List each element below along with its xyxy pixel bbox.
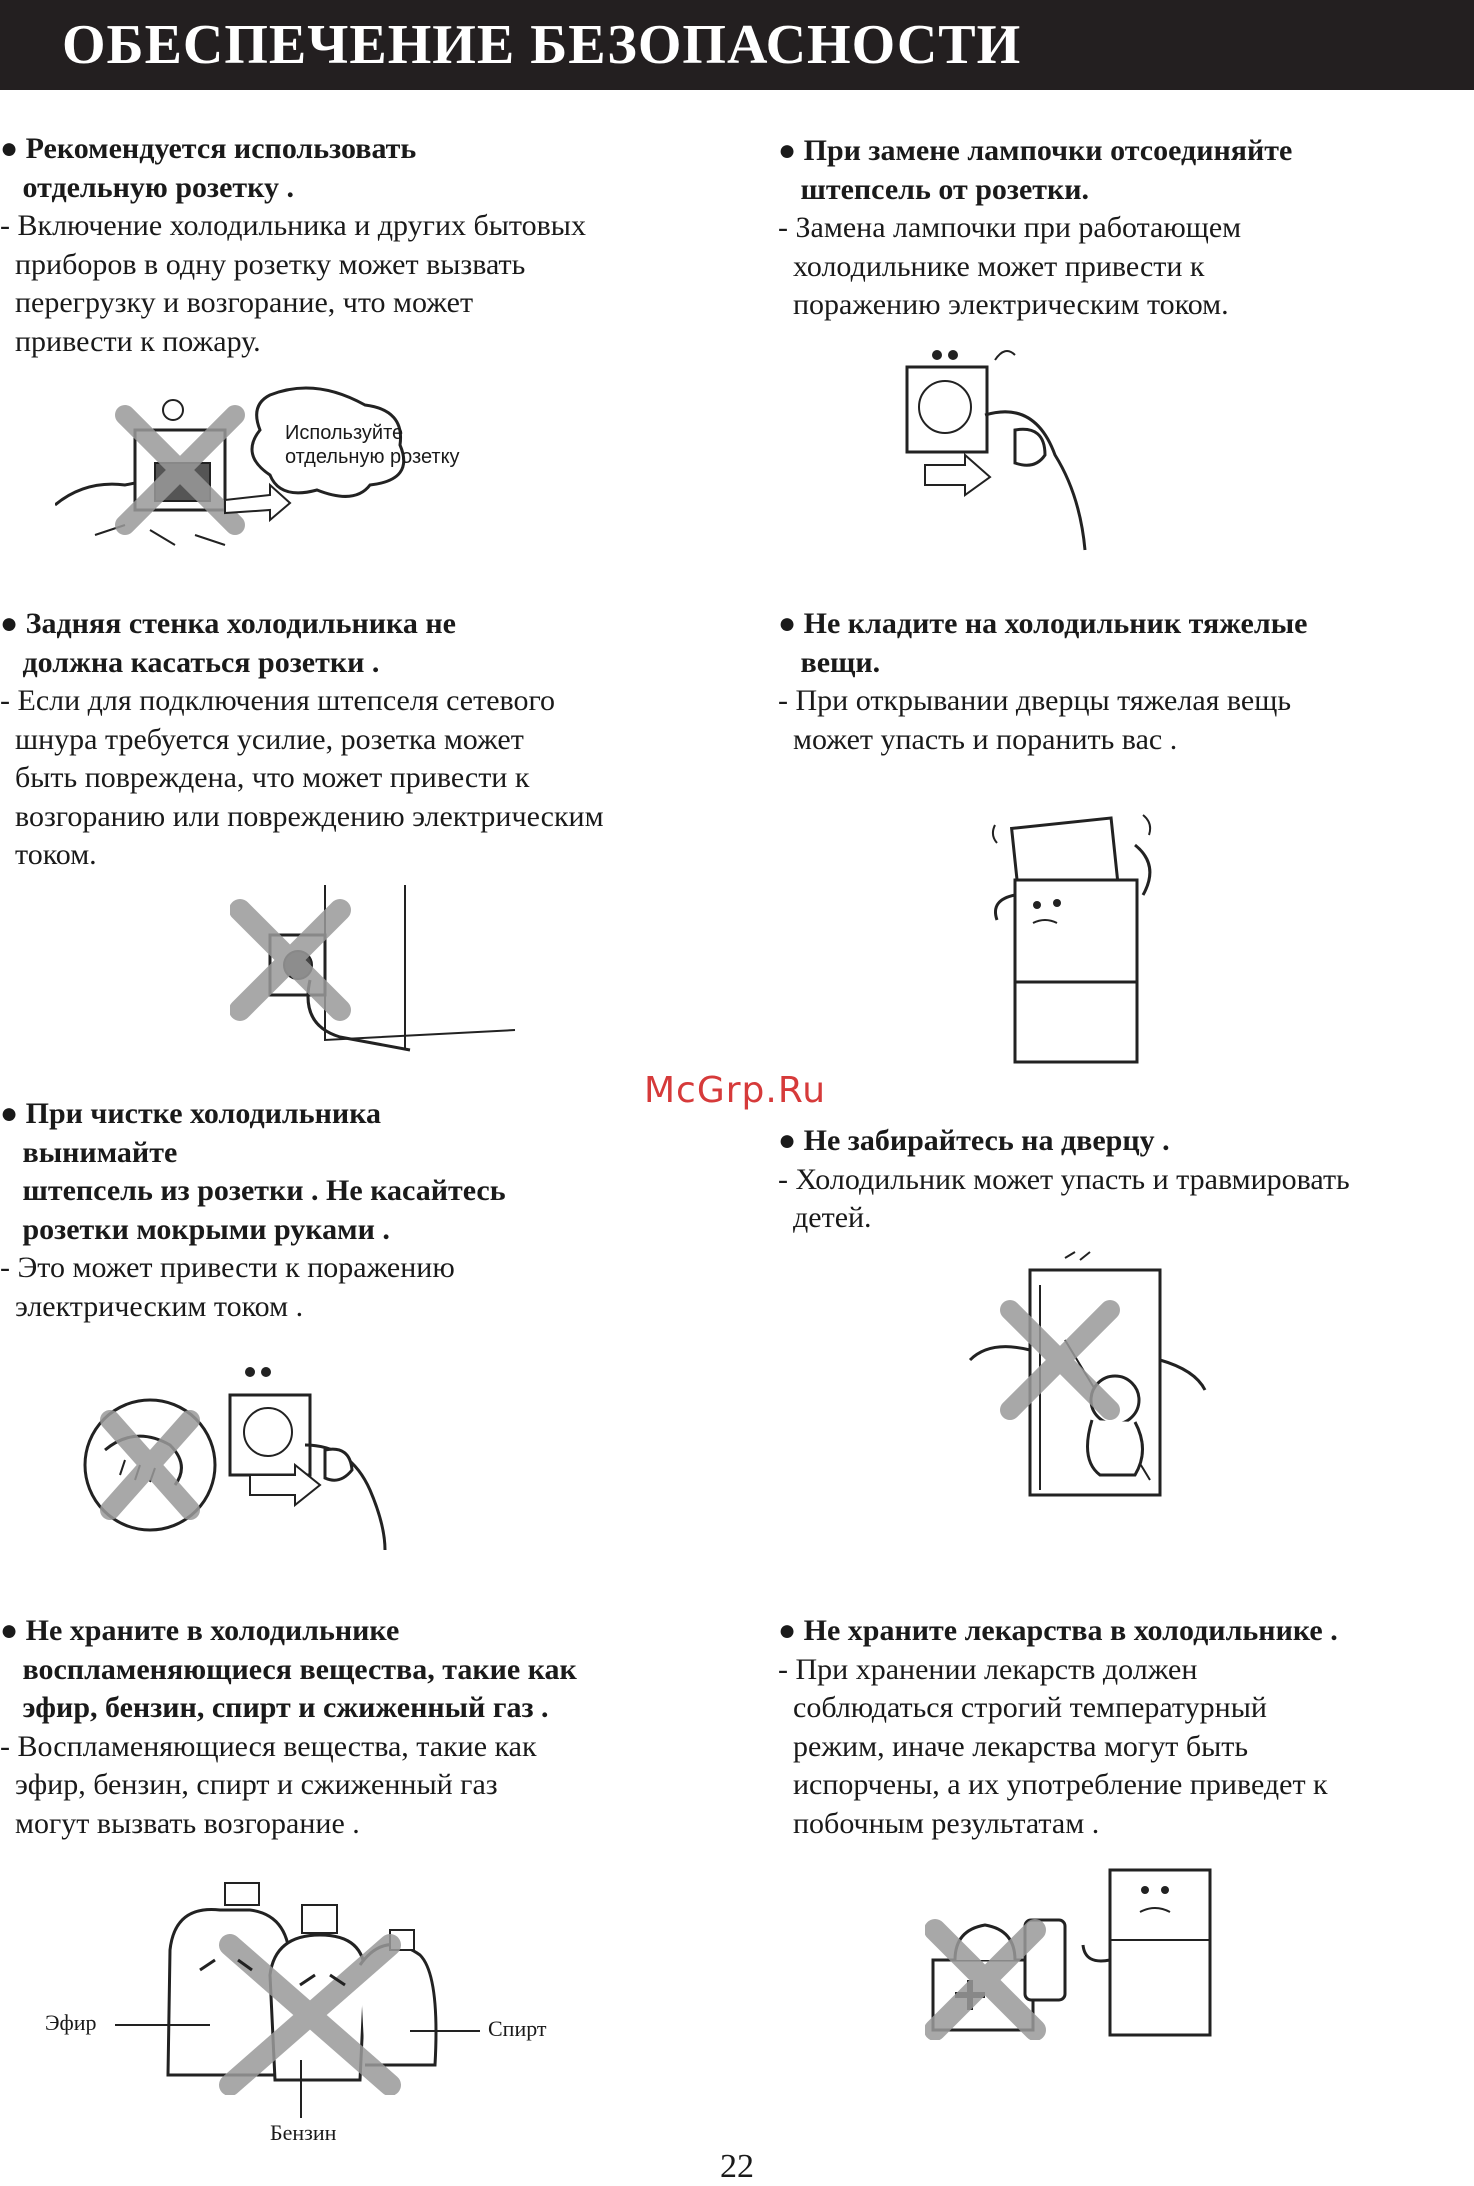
section-body: - Холодильник может упасть и травмировать детей.: [778, 1162, 1350, 1234]
section-door-climbing: [778, 1122, 1350, 1238]
section-heading: ● Не храните в холодильнике воспламеняющиеся вещества, такие как эфир, бензин, спирт и сжиженный газ .: [0, 1614, 577, 1724]
section-body: - Это может привести к поражению электрическим током .: [0, 1251, 455, 1323]
flammable-substances-illustration: [160, 1875, 460, 2095]
section-heading: ● Не кладите на холодильник тяжелые вещи.: [778, 607, 1308, 679]
heavy-objects-illustration: [985, 805, 1165, 1065]
section-body: - Включение холодильника и других бытовых приборов в одну розетку может вызвать перегрузку и возгорание, что может привести к пожару.: [0, 209, 586, 358]
page-number: 22: [720, 2148, 754, 2185]
section-body: - Замена лампочки при работающем холодильнике может привести к поражению электрическим током.: [778, 211, 1242, 321]
section-heavy-objects: [778, 605, 1307, 759]
section-body: - При открывании дверцы тяжелая вещь может упасть и поранить вас .: [778, 684, 1292, 756]
section-body: - При хранении лекарств должен соблюдаться строгий температурный режим, иначе лекарства могут быть испорчены, а их употребление приведет к побочным результатам .: [778, 1652, 1328, 1840]
section-heading: ● Задняя стенка холодильника не должна касаться розетки .: [0, 607, 456, 679]
separate-outlet-illustration: [55, 385, 475, 555]
leader-line: [410, 2030, 480, 2032]
section-heading: ● Не храните лекарства в холодильнике .: [778, 1614, 1338, 1647]
section-heading: ● При замене лампочки отсоединяйте штепсель от розетки.: [778, 134, 1293, 206]
section-heading: ● При чистке холодильника вынимайте штепсель из розетки . Не касайтесь розетки мокрыми руками .: [0, 1097, 506, 1246]
leader-line: [300, 2060, 302, 2118]
section-cleaning: [0, 1095, 506, 1326]
watermark: McGrp.Ru: [644, 1070, 827, 1111]
label-petrol: Бензин: [270, 2120, 337, 2145]
section-body: - Если для подключения штепселя сетевого шнура требуется усилие, розетка может быть повреждена, что может привести к возгоранию или повреждению электрическим током.: [0, 684, 604, 871]
section-heading: ● Рекомендуется использовать отдельную розетку .: [0, 132, 417, 204]
label-ether: Эфир: [45, 2010, 97, 2035]
section-flammable: [0, 1612, 577, 1843]
callout-text: Используйте отдельную розетку: [285, 422, 460, 468]
section-body: - Воспламеняющиеся вещества, такие как эфир, бензин, спирт и сжиженный газ могут вызвать возгорание .: [0, 1729, 537, 1840]
section-heading: ● Не забирайтесь на дверцу .: [778, 1124, 1170, 1157]
section-lamp-replacement: [778, 132, 1292, 325]
page-title: ОБЕСПЕЧЕНИЕ БЕЗОПАСНОСТИ: [62, 14, 1022, 76]
unplug-illustration: [895, 345, 1095, 555]
wet-hands-illustration: [80, 1350, 400, 1550]
leader-line: [115, 2024, 210, 2026]
medicine-illustration: [925, 1840, 1225, 2040]
label-spirit: Спирт: [488, 2016, 547, 2041]
section-separate-outlet: [0, 130, 586, 361]
section-back-wall: [0, 605, 604, 875]
door-climbing-illustration: [960, 1250, 1220, 1510]
section-medicine: [778, 1612, 1338, 1843]
page-header: [0, 0, 1474, 90]
back-wall-illustration: [230, 885, 520, 1060]
